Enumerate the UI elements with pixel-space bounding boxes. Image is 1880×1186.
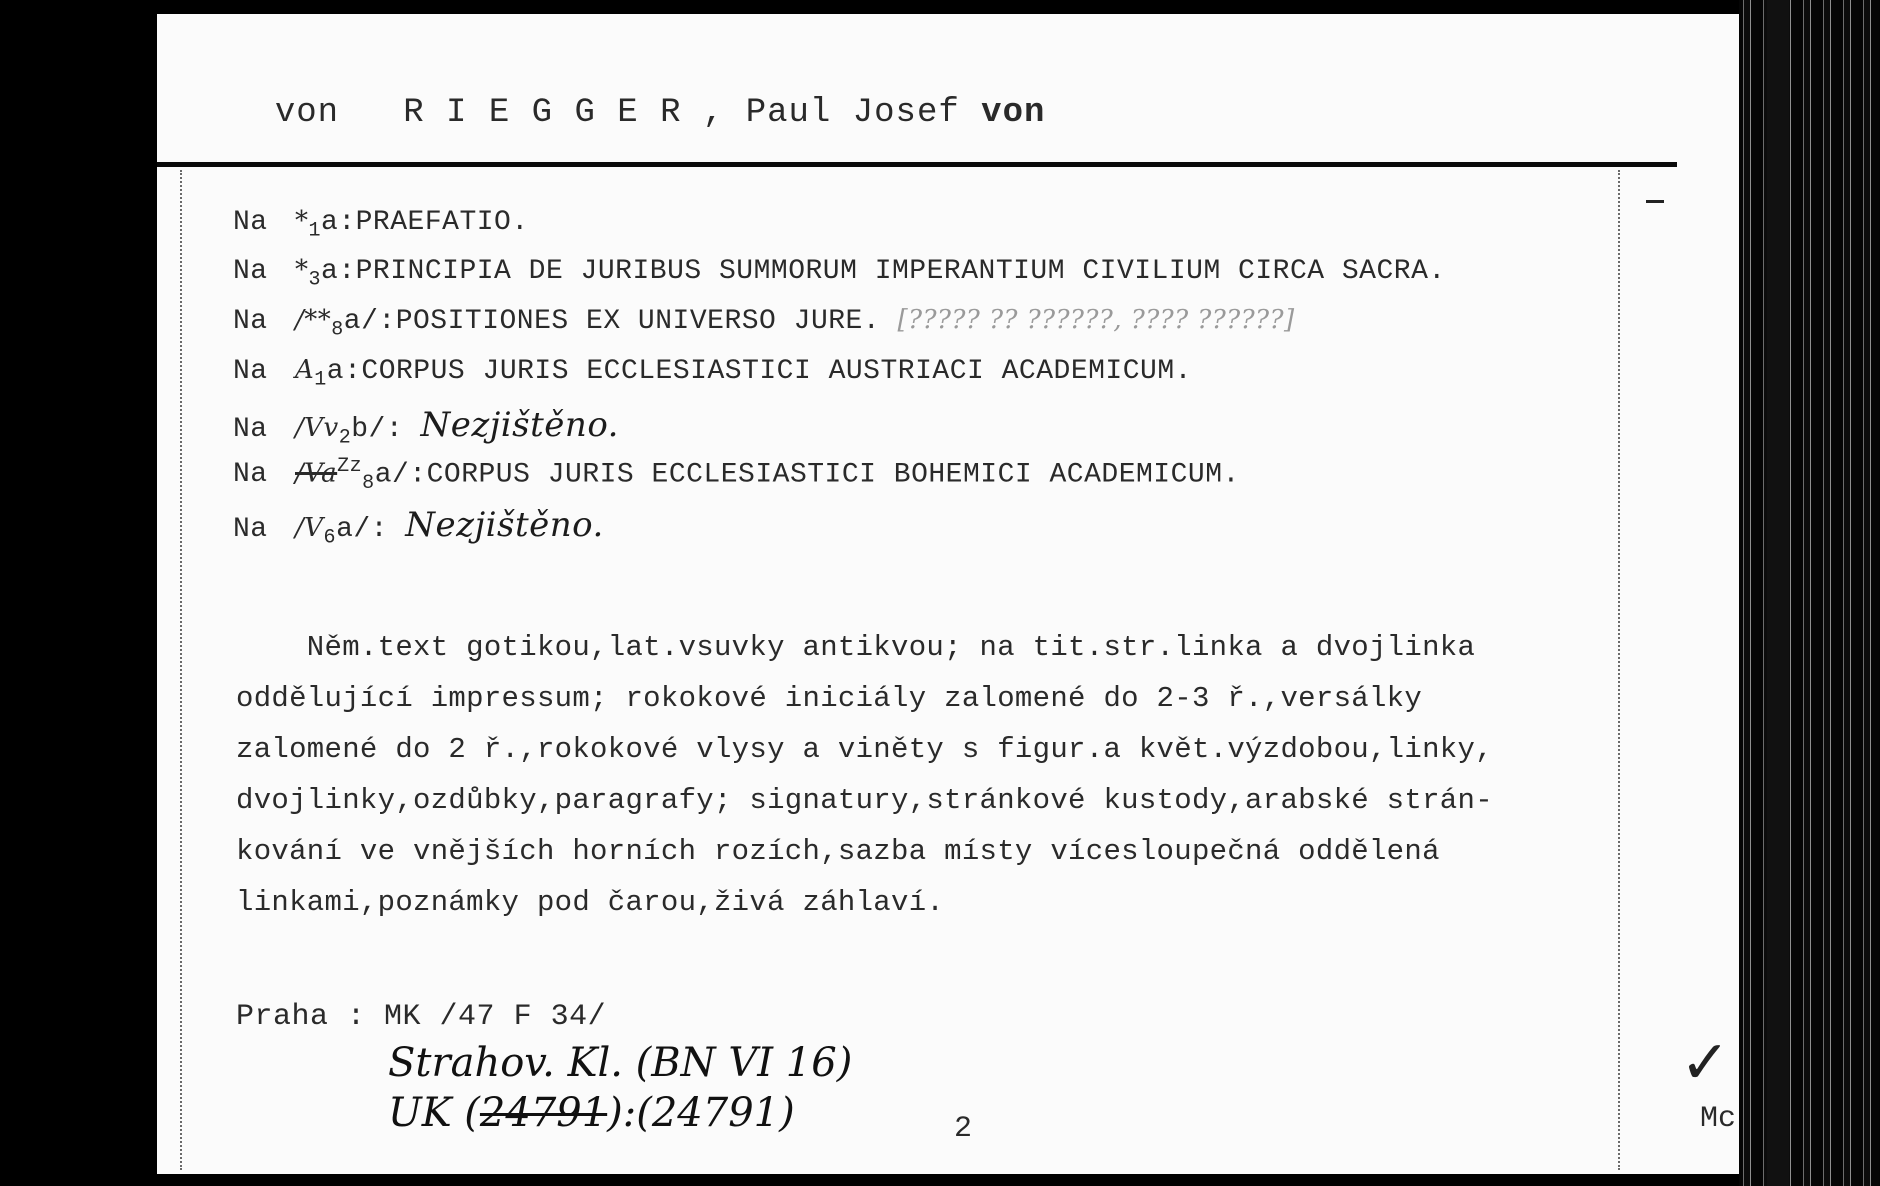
entry-mark: /V [295, 513, 324, 543]
entry-na: Na [233, 514, 268, 545]
handwritten-shelfmarks [388, 1038, 852, 1138]
entry-row [233, 355, 1192, 392]
description-line: dvojlinky,ozdůbky,paragrafy; signatury,stránkové kustody,arabské strán- [236, 784, 1493, 817]
left-margin-line [180, 170, 182, 1170]
entry-mark: A [295, 355, 315, 385]
description-line: kování ve vnějších horních rozích,sazba místy vícesloupečná oddělená [236, 835, 1440, 868]
heading-separator: , [702, 94, 725, 132]
entry-na: Na [233, 256, 268, 287]
heading-prefix: von [274, 94, 340, 132]
entry-sub: 2 [338, 426, 352, 450]
entry-sub: 1 [308, 219, 322, 243]
description-line: linkami,poznámky pod čarou,živá záhlaví. [236, 886, 945, 919]
location [236, 1000, 606, 1034]
entry-text: a:CORPUS JURIS ECCLESIASTICI AUSTRIACI ACADEMICUM. [326, 356, 1192, 387]
page-number: 2 [954, 1112, 973, 1146]
description-line: oddělující impressum; rokokové iniciály zalomené do 2-3 ř.,versálky [236, 682, 1423, 715]
entry-row [233, 206, 529, 243]
description-line: zalomené do 2 ř.,rokokové vlysy a viněty s figur.a květ.výzdobou,linky, [236, 733, 1493, 766]
entry-row [233, 455, 1240, 495]
corner-label: Mc [1700, 1102, 1737, 1136]
heading-suffix: von [981, 94, 1046, 132]
entry-text: a/:CORPUS JURIS ECCLESIASTICI BOHEMICI ACADEMICUM. [374, 459, 1240, 491]
entry-row [233, 405, 619, 450]
entry-sub: 1 [314, 368, 327, 392]
description-paragraph [236, 622, 1636, 928]
handwritten-struck-number: 24791 [479, 1090, 608, 1136]
description-line: Něm.text gotikou,lat.vsuvky antikvou; na tit.str.linka a dvojlinka [236, 631, 1476, 664]
entry-mark: /** [295, 305, 332, 335]
heading-surname: R I E G G E R [403, 94, 682, 132]
header-rule [157, 162, 1677, 167]
entry-sub: 3 [308, 268, 322, 292]
entry-sub: 6 [323, 526, 337, 550]
entry-text: b/: [351, 414, 404, 445]
entry-text: a:PRINCIPIA DE JURIBUS SUMMORUM IMPERANTIUM CIVILIUM CIRCA SACRA. [321, 256, 1446, 287]
entry-mark: /Va [295, 458, 338, 489]
entry-handwritten-note: [????? ?? ??????, ???? ??????] [897, 305, 1295, 335]
entry-na: Na [233, 459, 268, 491]
handwritten-line-2 [388, 1088, 852, 1138]
handwritten-line-1: Strahov. Kl. (BN VI 16) [388, 1040, 853, 1086]
entry-na: Na [233, 356, 268, 387]
entry-text: a:PRAEFATIO. [321, 207, 529, 238]
card-heading [232, 56, 1045, 132]
entry-na: Na [233, 207, 268, 238]
entry-row [233, 505, 604, 550]
handwritten-line-2-prefix: UK ( [388, 1090, 480, 1136]
entry-sup: Zz [337, 455, 363, 478]
entry-handwritten-note: Nezjištěno. [420, 405, 619, 445]
entry-mark: * [295, 255, 309, 285]
handwritten-line-2-suffix: ):(24791) [607, 1090, 795, 1136]
margin-dash [1646, 200, 1664, 203]
entry-text: a/:POSITIONES EX UNIVERSO JURE. [343, 306, 881, 337]
entry-na: Na [233, 306, 268, 337]
location-label: Praha : [236, 1000, 366, 1034]
heading-given-name: Paul Josef [745, 94, 960, 132]
entry-sub: 8 [331, 318, 344, 342]
checkmark-icon: ✓ [1680, 1028, 1731, 1098]
entry-row [233, 305, 1295, 342]
location-signature: MK /47 F 34/ [384, 1000, 607, 1034]
entry-row [233, 255, 1446, 292]
entry-sub: 8 [362, 471, 375, 495]
entry-handwritten-note: Nezjištěno. [405, 505, 604, 545]
entry-na: Na [233, 414, 268, 445]
entry-text: a/: [336, 514, 388, 545]
entry-mark: * [295, 206, 309, 236]
entry-mark: /Vv [295, 413, 339, 443]
film-edge [1739, 0, 1880, 1186]
